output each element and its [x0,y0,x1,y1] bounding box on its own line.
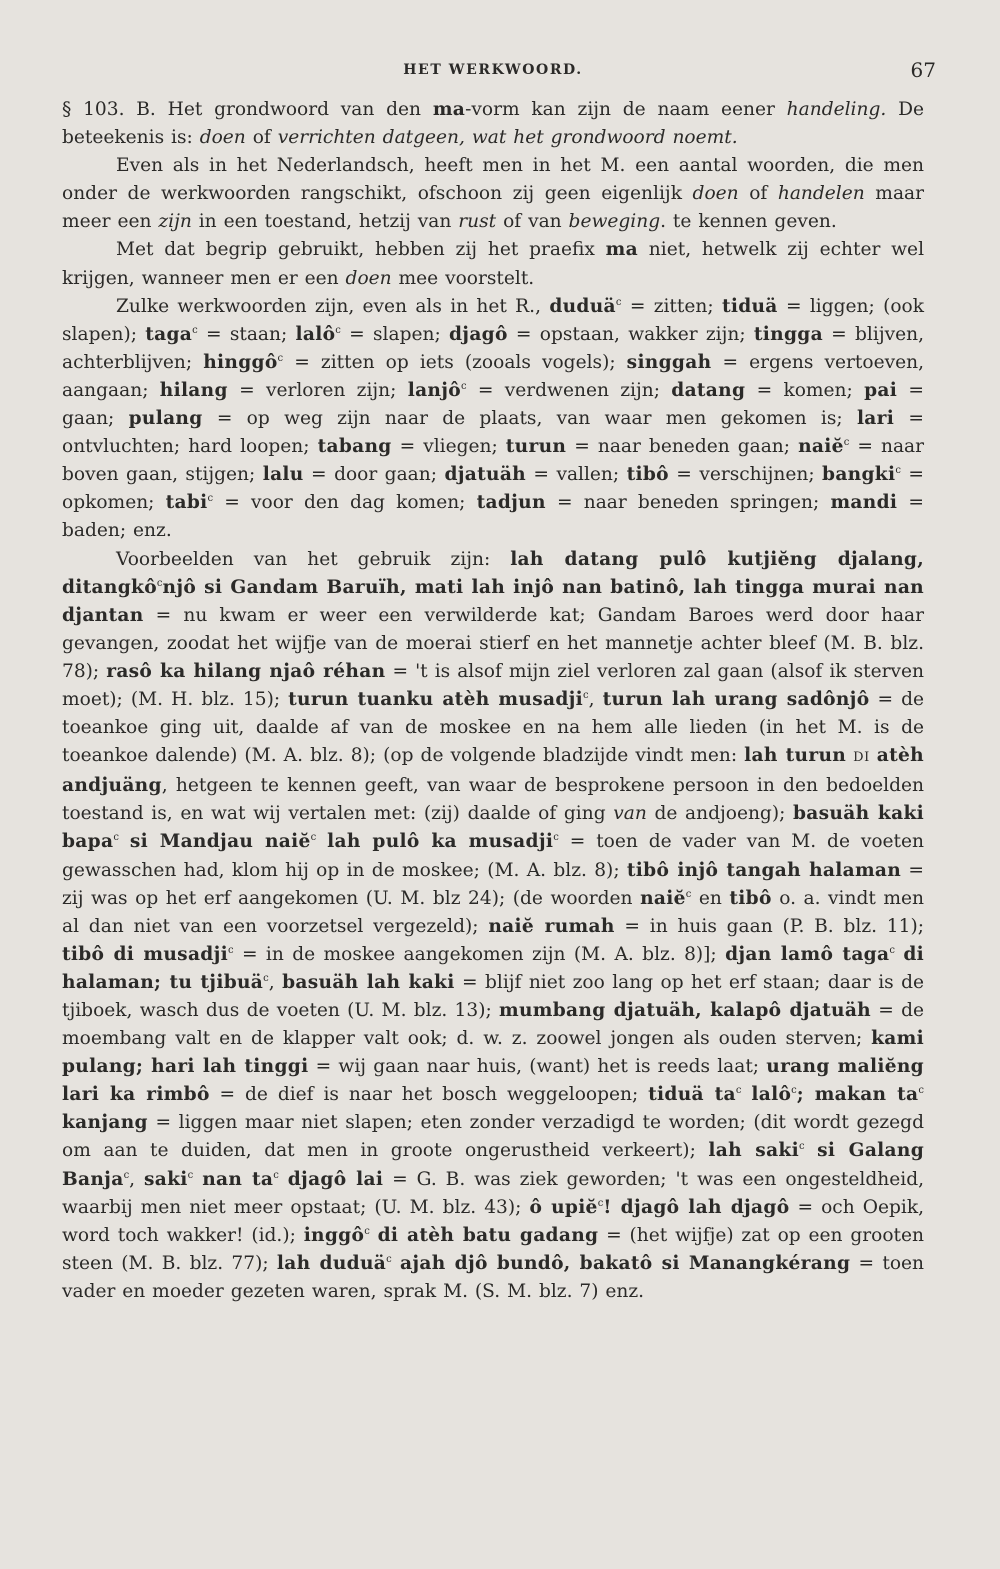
malay-phrase: turun tuanku atèh musadji [288,688,584,710]
italic-term: handelen [777,183,865,205]
malay-phrase: si Mandjau naiĕ [129,831,311,853]
text-run: niet, hetwelk zij echter wel krijgen, wanneer men er een [62,239,925,289]
malay-phrase: ; makan ta [796,1084,919,1106]
text-run: = komen; [745,379,865,401]
text-run: -vorm kan zijn de naam eener [465,99,787,120]
small-caps-term: DI [853,750,870,766]
malay-term: tabi [165,492,208,514]
text-run: = (het wijfje) zat op een grooten steen (M. B. blz. 77); [62,1224,924,1274]
c-mark: c [386,1253,392,1265]
text-run: , [268,971,283,993]
text-run: o. a. vindt men al dan niet van een voorzetsel vergezeld); [62,887,924,937]
paragraph-4 [62,293,924,546]
malay-term: singgah [626,351,712,373]
c-mark: c [113,832,119,844]
malay-phrase: lah saki [708,1140,799,1162]
malay-term: djatuäh [444,464,526,486]
italic-term: doen [692,183,739,205]
italic-term: doen [345,267,392,289]
text-run: Even als in het Nederlandsch, heeft men in het M. een aantal woorden, die men onder de werkwoorden rangschikt, ofschoon zij geen eigenlijk [62,155,924,205]
text-run: = verdwenen zijn; [466,379,672,401]
malay-phrase: si Galang Banja [62,1140,925,1190]
malay-phrase: urang maliĕng lari ka rimbô [62,1056,924,1106]
malay-phrase: inggô [303,1224,365,1246]
malay-term: naiĕ [798,436,844,458]
text-run: = och Oepik, word toch wakker! (id.); [62,1196,925,1246]
text-run: en [691,887,730,909]
c-mark: c [918,1085,924,1097]
malay-term: tibô [729,887,772,909]
text-run: = opstaan, wakker zijn; [507,323,754,345]
malay-phrase: lah duduä [276,1252,387,1274]
text-run: = naar beneden gaan; [566,436,799,458]
malay-term: turun [505,436,567,458]
text-run: Voorbeelden van het gebruik zijn: [116,548,511,570]
malay-phrase: djagô lai [287,1168,384,1190]
c-mark: c [263,972,269,984]
text-run: De beteekenis is: [62,99,924,149]
c-mark: c [228,944,234,956]
malay-phrase: tiduä ta [648,1084,736,1106]
malay-phrase: turun lah urang sadônjô [602,688,870,710]
paragraph-5 [62,546,924,1307]
italic-term: verrichten datgeen, wat het grondwoord noemt. [277,127,738,149]
text-run: = de toeankoe ging uit, daalde af van de moskee en na hem alle lieden (in het M. is de toeankoe dalende) (M. A. blz. 8); (op de volgende bladzijde vindt men: [62,688,925,767]
c-mark: c [310,832,317,844]
malay-phrase: lalô [751,1084,792,1106]
text-run: = verschijnen; [668,464,823,486]
malay-term: taga [145,323,193,345]
text-run: maar meer een [62,183,925,233]
malay-phrase: nan ta [202,1168,274,1190]
italic-term: van [613,803,647,825]
text-run: = de moembang valt en de klapper valt ook; d. w. z. zoowel jongen als ouden sterven; [62,1000,924,1050]
text-run: Met dat begrip gebruikt, hebben zij het praefix [116,239,606,261]
c-mark: c [895,465,901,477]
malay-term: pai [864,379,898,401]
text-run: = blijven, achterblijven; [62,323,924,373]
text-run: de andjoeng); [646,803,793,825]
c-mark: c [364,1225,370,1237]
italic-term: handeling. [786,99,887,120]
c-mark: c [553,832,559,844]
c-mark: c [156,577,163,589]
malay-phrase: basuäh kaki bapa [62,803,924,853]
paragraph-3 [62,236,924,292]
malay-term: ma [432,99,466,120]
malay-term: naiĕ [640,887,686,909]
text-run: , [588,688,603,710]
text-run: = baden; enz. [62,492,924,542]
text-run: = toen vader en moeder gezeten waren, sprak M. (S. M. blz. 7) enz. [62,1252,925,1302]
c-mark: c [615,296,622,308]
text-run: = door gaan; [303,464,445,486]
text-run: = de dief is naar het bosch weggeloopen; [209,1084,649,1106]
text-run: = zitten; [621,295,722,317]
text-run: = 't is alsof mijn ziel verloren zal gaan (alsof ik sterven moet); (M. H. blz. 15); [62,660,924,710]
paragraph-103 [62,96,924,152]
text-run: = zij was op het erf aangekomen (U. M. blz 24); (de woorden [62,859,924,909]
body-text [62,96,924,1306]
malay-phrase: lah datang pulô kutjiĕng djalang, ditangkô [62,548,925,598]
malay-term: lalu [262,464,304,486]
malay-phrase: tibô di musadji [62,943,228,965]
c-mark: c [583,689,589,701]
text-run: = wij gaan naar huis, (want) het is reeds laat; [308,1056,767,1078]
text-run: = slapen; [340,323,449,345]
malay-phrase: kami pulang; hari lah tinggi [62,1028,924,1078]
c-mark: c [889,944,895,956]
malay-phrase: ! djagô lah djagô [603,1196,790,1218]
malay-phrase: atèh andjuäng [62,745,924,797]
c-mark: c [273,1169,279,1181]
italic-term: zijn [158,211,192,233]
c-mark: c [277,352,284,364]
running-header [62,58,936,86]
text-run: of [738,183,778,205]
malay-phrase: mumbang djatuäh, kalapô djatuäh [498,1000,871,1021]
malay-phrase: tibô injô tangah halaman [626,859,902,881]
malay-term: duduä [549,295,616,317]
malay-term: tingga [753,323,823,345]
italic-term: beweging [568,211,661,233]
text-run: = ergens vertoeven, aangaan; [62,351,924,401]
malay-phrase: djan lamô taga [725,943,890,965]
malay-phrase: saki [144,1168,188,1190]
page-number: 67 [910,58,936,82]
malay-phrase: lah pulô ka musadji [327,831,554,853]
text-run: of van [496,211,569,233]
running-title: HET WERKWOORD. [403,62,583,78]
text-run: = op weg zijn naar de plaats, van waar men gekomen is; [202,408,857,430]
text-run: = verloren zijn; [227,379,408,401]
malay-term: tibô [626,464,669,486]
text-run: = staan; [197,323,296,345]
c-mark: c [597,1197,604,1209]
malay-phrase: naiĕ rumah [488,915,615,937]
text-run: = vallen; [526,464,627,486]
c-mark: c [187,1169,194,1181]
text-run: = G. B. was ziek geworden; 't was een ongesteldheid, waarbij men niet meer opstaat; (U. M. blz. 43); [62,1168,925,1218]
italic-term: rust [458,211,497,233]
malay-phrase: njô si Gandam Baruïh, mati lah injô nan batinô, lah tingga murai nan djantan [62,576,924,626]
text-run: = voor den dag komen; [213,492,477,514]
malay-term: ma [605,239,638,261]
malay-term: tiduä [721,295,778,317]
malay-phrase: di halaman; tu tjibuä [62,943,924,993]
text-run: . te kennen geven. [660,211,837,233]
text-run: = liggen; (ook slapen); [62,295,924,345]
malay-phrase: di atèh batu gadang [377,1224,599,1246]
paragraph-2 [62,152,924,236]
malay-term: lanjô [407,379,461,401]
text-run: = ontvluchten; hard loopen; [62,408,924,458]
text-run: = naar beneden springen; [545,492,831,514]
c-mark: c [335,324,341,336]
c-mark: c [798,1141,805,1153]
text-run: Zulke werkwoorden zijn, even als in het R., [116,295,550,317]
text-run: = opkomen; [62,464,924,514]
malay-term: djagô [448,323,508,345]
malay-term: pulang [128,408,203,430]
malay-phrase: basuäh lah kaki [282,971,455,993]
c-mark: c [685,888,692,900]
text-run: = vliegen; [391,436,506,458]
c-mark: c [460,380,467,392]
text-run: mee voorstelt. [391,267,535,289]
malay-phrase: lah turun [744,745,847,767]
c-mark: c [735,1085,742,1097]
c-mark: c [207,493,214,505]
text-run: = liggen maar niet slapen; eten zonder verzadigd te worden; (dit wordt gezegd om aan te duiden, dat men in groote ongerustheid verkeert); [62,1112,924,1162]
c-mark: c [791,1085,797,1097]
malay-term: mandi [830,492,898,514]
malay-phrase: ô upiĕ [529,1196,598,1218]
malay-term: hilang [159,379,228,401]
malay-phrase: rasô ka hilang njaô réhan [106,660,386,682]
malay-term: tabang [317,436,392,458]
text-run: in een toestand, hetzij van [191,211,459,233]
text-run: § 103. B. Het grondwoord van den [62,99,433,120]
text-run: = zitten op iets (zooals vogels); [283,351,627,373]
text-run: , hetgeen te kennen geeft, van waar de besprokene persoon in den bedoelden toestand is, en wat wij vertalen met: (zij) daalde of ging [62,775,924,825]
italic-term: doen [199,127,246,149]
c-mark: c [843,437,850,449]
malay-term: hinggô [203,351,278,373]
c-mark: c [123,1169,130,1181]
malay-phrase: ajah djô bundô, bakatô si Manangkérang [400,1252,851,1274]
c-mark: c [192,324,198,336]
malay-term: lari [856,408,895,430]
text-run: = toen de vader van M. de voeten gewasschen had, klom hij op in de moskee; (M. A. blz. 8); [62,831,924,881]
text-run: of [245,127,278,149]
text-run: = naar boven gaan, stijgen; [62,436,925,486]
malay-term: bangki [822,464,896,486]
text-run: = gaan; [62,379,924,430]
text-run: , [129,1168,144,1190]
text-run: = nu kwam er weer een verwilderde kat; Gandam Baroes werd door haar gevangen, zoodat het wijfje van de moerai stierf en het mannetje achter bleef (M. B. blz. 78); [62,604,924,682]
malay-term: lalô [295,323,336,345]
text-run: = in de moskee aangekomen zijn (M. A. blz. 8)]; [233,943,726,965]
text-run: = in huis gaan (P. B. blz. 11); [614,915,924,937]
malay-term: datang [671,379,746,401]
text-run: = blijf niet zoo lang op het erf staan; daar is de tjiboek, wasch dus de voeten (U. M. blz. 13); [62,971,924,1021]
malay-phrase: kanjang [62,1112,148,1134]
malay-term: tadjun [476,492,546,514]
